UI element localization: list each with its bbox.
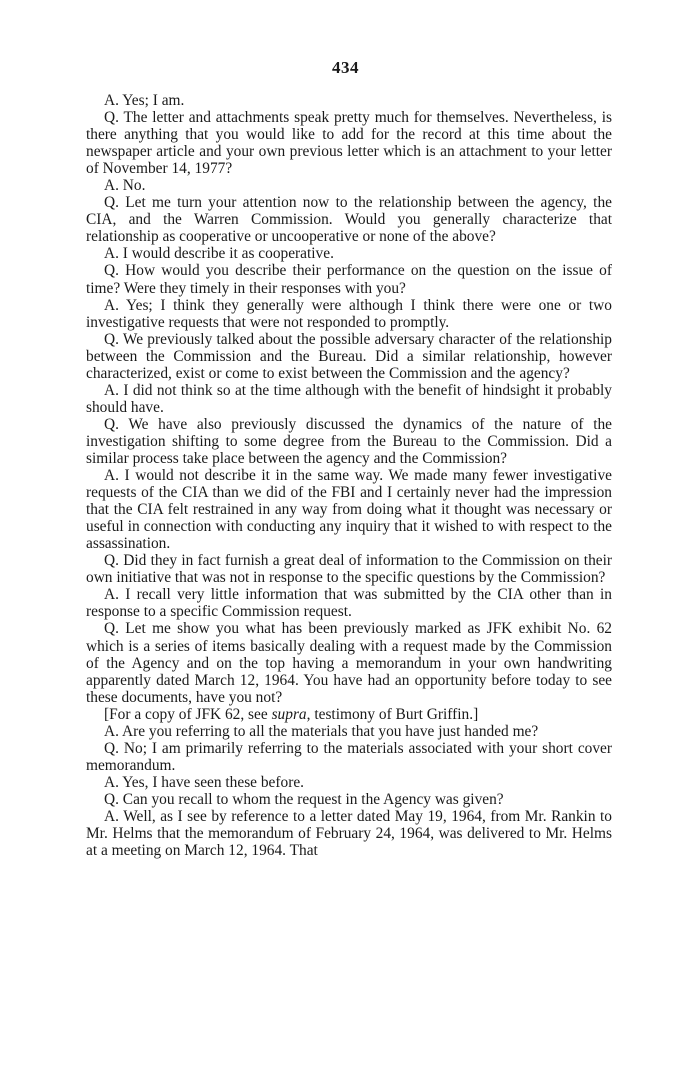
paragraph: Q. We have also previously discussed the dynamics of the nature of the investigation shifting to some degree from the Bureau to the Commission. Did a similar process take place between the agency and the Commission? [86, 415, 612, 467]
paragraph: Q. We previously talked about the possible adversary character of the relationship between the Commission and the Bureau. Did a similar relationship, however characterized, exist or come to exist between the Commission and the agency? [86, 330, 612, 382]
paragraph: A. I recall very little information that was submitted by the CIA other than in response to a specific Commission request. [86, 586, 612, 621]
paragraph: A. Yes; I think they generally were although I think there were one or two investigative requests that were not responded to promptly. [86, 296, 612, 331]
paragraph: Q. No; I am primarily referring to the materials associated with your short cover memorandum. [86, 739, 612, 774]
paragraph: Q. Let me turn your attention now to the relationship between the agency, the CIA, and the Warren Commission. Would you generally characterize that relationship as cooperative or uncooperative or none of the above? [86, 194, 612, 246]
paragraph: A. Yes; I am. [104, 92, 185, 109]
bracket-note-before: [For a copy of JFK 62, see [104, 705, 272, 723]
paragraph: Q. Can you recall to whom the request in the Agency was given? [104, 790, 504, 808]
testimony-text [86, 92, 612, 859]
paragraph: A. I would not describe it in the same way. We made many fewer investigative requests of the CIA than we did of the FBI and I certainly never had the impression that the CIA felt restrained in any way from doing what it thought was necessary or useful in connection with conducting any inquiry that it wished to with respect to the assassination. [86, 467, 612, 553]
bracket-note [86, 706, 612, 723]
paragraph: Q. The letter and attachments speak pretty much for themselves. Nevertheless, is there anything that you would like to add for the record at this time about the newspaper article and your own previous letter which is an attachment to your letter of November 14, 1977? [86, 109, 612, 178]
paragraph: A. I did not think so at the time although with the benefit of hindsight it probably should have. [86, 381, 612, 416]
paragraph: A. Yes, I have seen these before. [104, 773, 305, 791]
page-number: 434 [332, 58, 359, 77]
paragraph: A. No. [104, 177, 146, 195]
bracket-note-after: , testimony of Burt Griffin.] [306, 705, 479, 723]
paragraph: A. Well, as I see by reference to a letter dated May 19, 1964, from Mr. Rankin to Mr. Helms that the memorandum of February 24, 1964, was delivered to Mr. Helms at a meeting on March 12, 1964. That [86, 807, 612, 860]
paragraph: Q. Did they in fact furnish a great deal of information to the Commission on their own initiative that was not in response to the specific questions by the Commission? [86, 552, 612, 587]
paragraph: Q. How would you describe their performance on the question on the issue of time? Were they timely in their responses with you? [86, 262, 612, 297]
paragraph: A. I would describe it as cooperative. [104, 245, 334, 263]
paragraph: A. Are you referring to all the materials that you have just handed me? [104, 722, 539, 740]
paragraph: Q. Let me show you what has been previously marked as JFK exhibit No. 62 which is a series of items basically dealing with a request made by the Commission of the Agency and on the top having a memorandum in your own handwriting apparently dated March 12, 1964. You have had an opportunity before today to see these documents, have you not? [86, 620, 612, 706]
bracket-note-italic: supra [271, 705, 307, 723]
